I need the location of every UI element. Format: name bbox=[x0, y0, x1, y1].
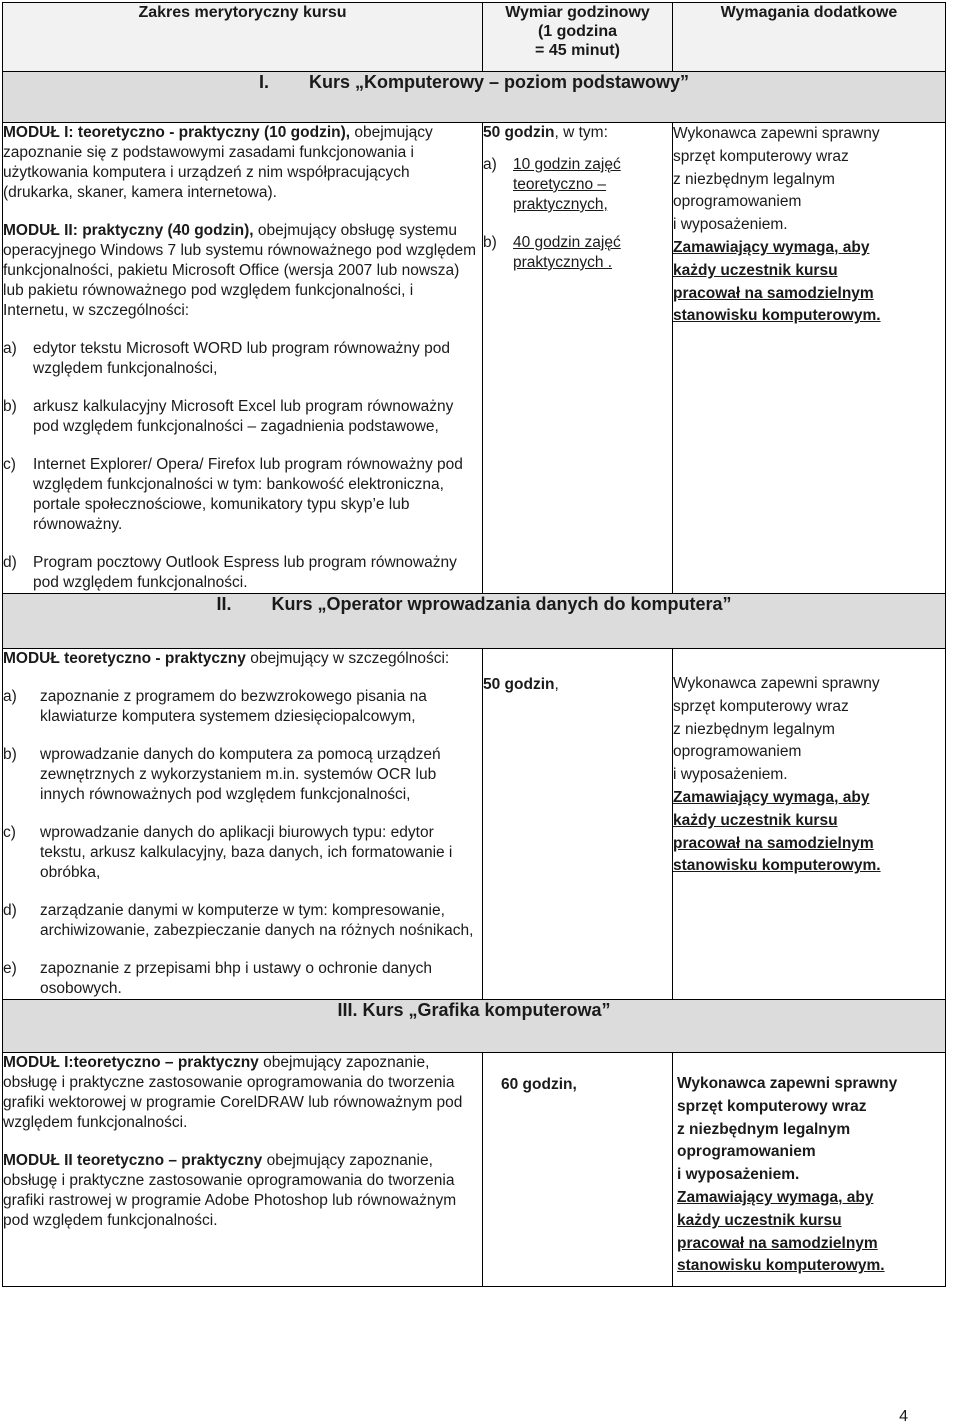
section-1-hours: 50 godzin, w tym: a) 10 godzin zajęć teoretyczno – praktycznych, b) 40 godzin zajęć praktycznych . bbox=[483, 123, 673, 594]
header-scope: Zakres merytoryczny kursu bbox=[3, 3, 483, 72]
section-3-scope bbox=[3, 1053, 483, 1287]
section-2-title: II. Kurs „Operator wprowadzania danych do komputera” bbox=[3, 594, 946, 649]
section-1-row bbox=[3, 123, 946, 594]
module-2: MODUŁ II teoretyczno – praktyczny obejmujący zapoznanie, obsługę i praktyczne zastosowanie oprogramowania do tworzenia grafiki rastrowej w programie Adobe Photoshop lub równoważnym pod względem funkcjonalności. bbox=[3, 1152, 457, 1229]
list-item: b) wprowadzanie danych do komputera za pomocą urządzeń zewnętrznych z wykorzystaniem m.in. systemów OCR lub innych równoważnych pod względem funkcjonalności, bbox=[3, 746, 441, 803]
course-table bbox=[2, 2, 946, 1287]
section-1-title: I. Kurs „Komputerowy – poziom podstawowy” bbox=[3, 72, 946, 123]
module-2: MODUŁ II: praktyczny (40 godzin), obejmujący obsługę systemu operacyjnego Windows 7 lub systemu równoważnego pod względem funkcjonalności, pakietu Microsoft Office (wersja 2007 lub nowsza) lub pakietu równoważnego pod względem funkcjonalności, i Internetu, w szczególności: bbox=[3, 222, 477, 319]
section-1-requirements: Wykonawca zapewni sprawny sprzęt komputerowy wraz z niezbędnym legalnym oprogramowaniem i wyposażeniem. Zamawiający wymaga, aby każdy uczestnik kursu pracował na samodzielnym stanowisku komputerowym. bbox=[673, 123, 946, 594]
section-2-hours: 50 godzin, bbox=[483, 649, 673, 1000]
section-2-scope bbox=[3, 649, 483, 1000]
section-1-title-row bbox=[3, 72, 946, 123]
section-2-title-row bbox=[3, 594, 946, 649]
page-number: 4 bbox=[899, 1408, 908, 1425]
module-1: MODUŁ I:teoretyczno – praktyczny obejmujący zapoznanie, obsługę i praktyczne zastosowanie oprogramowania do tworzenia grafiki wektorowej w programie CorelDRAW lub równoważnym pod względem funkcjonalności. bbox=[3, 1054, 463, 1131]
module: MODUŁ teoretyczno - praktyczny obejmujący w szczególności: bbox=[3, 650, 450, 667]
list-item: c) wprowadzanie danych do aplikacji biurowych typu: edytor tekstu, arkusz kalkulacyjny, baza danych, ich formatowanie i obróbka, bbox=[3, 824, 453, 881]
list-item: a) edytor tekstu Microsoft WORD lub program równoważny pod względem funkcjonalności, bbox=[3, 340, 450, 377]
list-item: d) Program pocztowy Outlook Espress lub program równoważny pod względem funkcjonalności. bbox=[3, 554, 457, 591]
section-2-requirements: Wykonawca zapewni sprawny sprzęt komputerowy wraz z niezbędnym legalnym oprogramowaniem i wyposażeniem. Zamawiający wymaga, aby każdy uczestnik kursu pracował na samodzielnym stanowisku komputerowym. bbox=[673, 649, 946, 1000]
section-3-row bbox=[3, 1053, 946, 1287]
list-item: e) zapoznanie z przepisami bhp i ustawy o ochronie danych osobowych. bbox=[3, 960, 433, 997]
list-item: d) zarządzanie danymi w komputerze w tym: kompresowanie, archiwizowanie, zabezpieczanie danych na różnych nośnikach, bbox=[3, 902, 474, 939]
header-hours: Wymiar godzinowy (1 godzina = 45 minut) bbox=[483, 3, 673, 72]
section-3-title: III. Kurs „Grafika komputerowa” bbox=[3, 1000, 946, 1053]
section-3-title-row bbox=[3, 1000, 946, 1053]
list-item: c) Internet Explorer/ Opera/ Firefox lub program równoważny pod względem funkcjonalności w tym: bankowość elektroniczna, portale społecznościowe, komunikatory typu skyp’e lub równoważny. bbox=[3, 456, 463, 533]
section-3-hours: 60 godzin, bbox=[483, 1053, 673, 1287]
table-header-row bbox=[3, 3, 946, 72]
list-item: a) zapoznanie z programem do bezwzrokowego pisania na klawiaturze komputera systemem dziesięciopalcowym, bbox=[3, 688, 427, 725]
module-1: MODUŁ I: teoretyczno - praktyczny (10 godzin), obejmujący zapoznanie się z podstawowymi zasadami funkcjonowania i użytkowania komputera i urządzeń z nim współpracujących (drukarka, skaner, kamera internetowa). bbox=[3, 124, 433, 201]
section-2-row bbox=[3, 649, 946, 1000]
hours-item: b) 40 godzin zajęć praktycznych . bbox=[483, 234, 621, 271]
header-requirements: Wymagania dodatkowe bbox=[673, 3, 946, 72]
section-3-requirements: Wykonawca zapewni sprawny sprzęt komputerowy wraz z niezbędnym legalnym oprogramowaniem i wyposażeniem. Zamawiający wymaga, aby każdy uczestnik kursu pracował na samodzielnym stanowisku komputerowym. bbox=[673, 1053, 946, 1287]
list-item: b) arkusz kalkulacyjny Microsoft Excel lub program równoważny pod względem funkcjonalności – zagadnienia podstawowe, bbox=[3, 398, 454, 435]
hours-item: a) 10 godzin zajęć teoretyczno – praktycznych, bbox=[483, 156, 621, 213]
section-1-scope bbox=[3, 123, 483, 594]
